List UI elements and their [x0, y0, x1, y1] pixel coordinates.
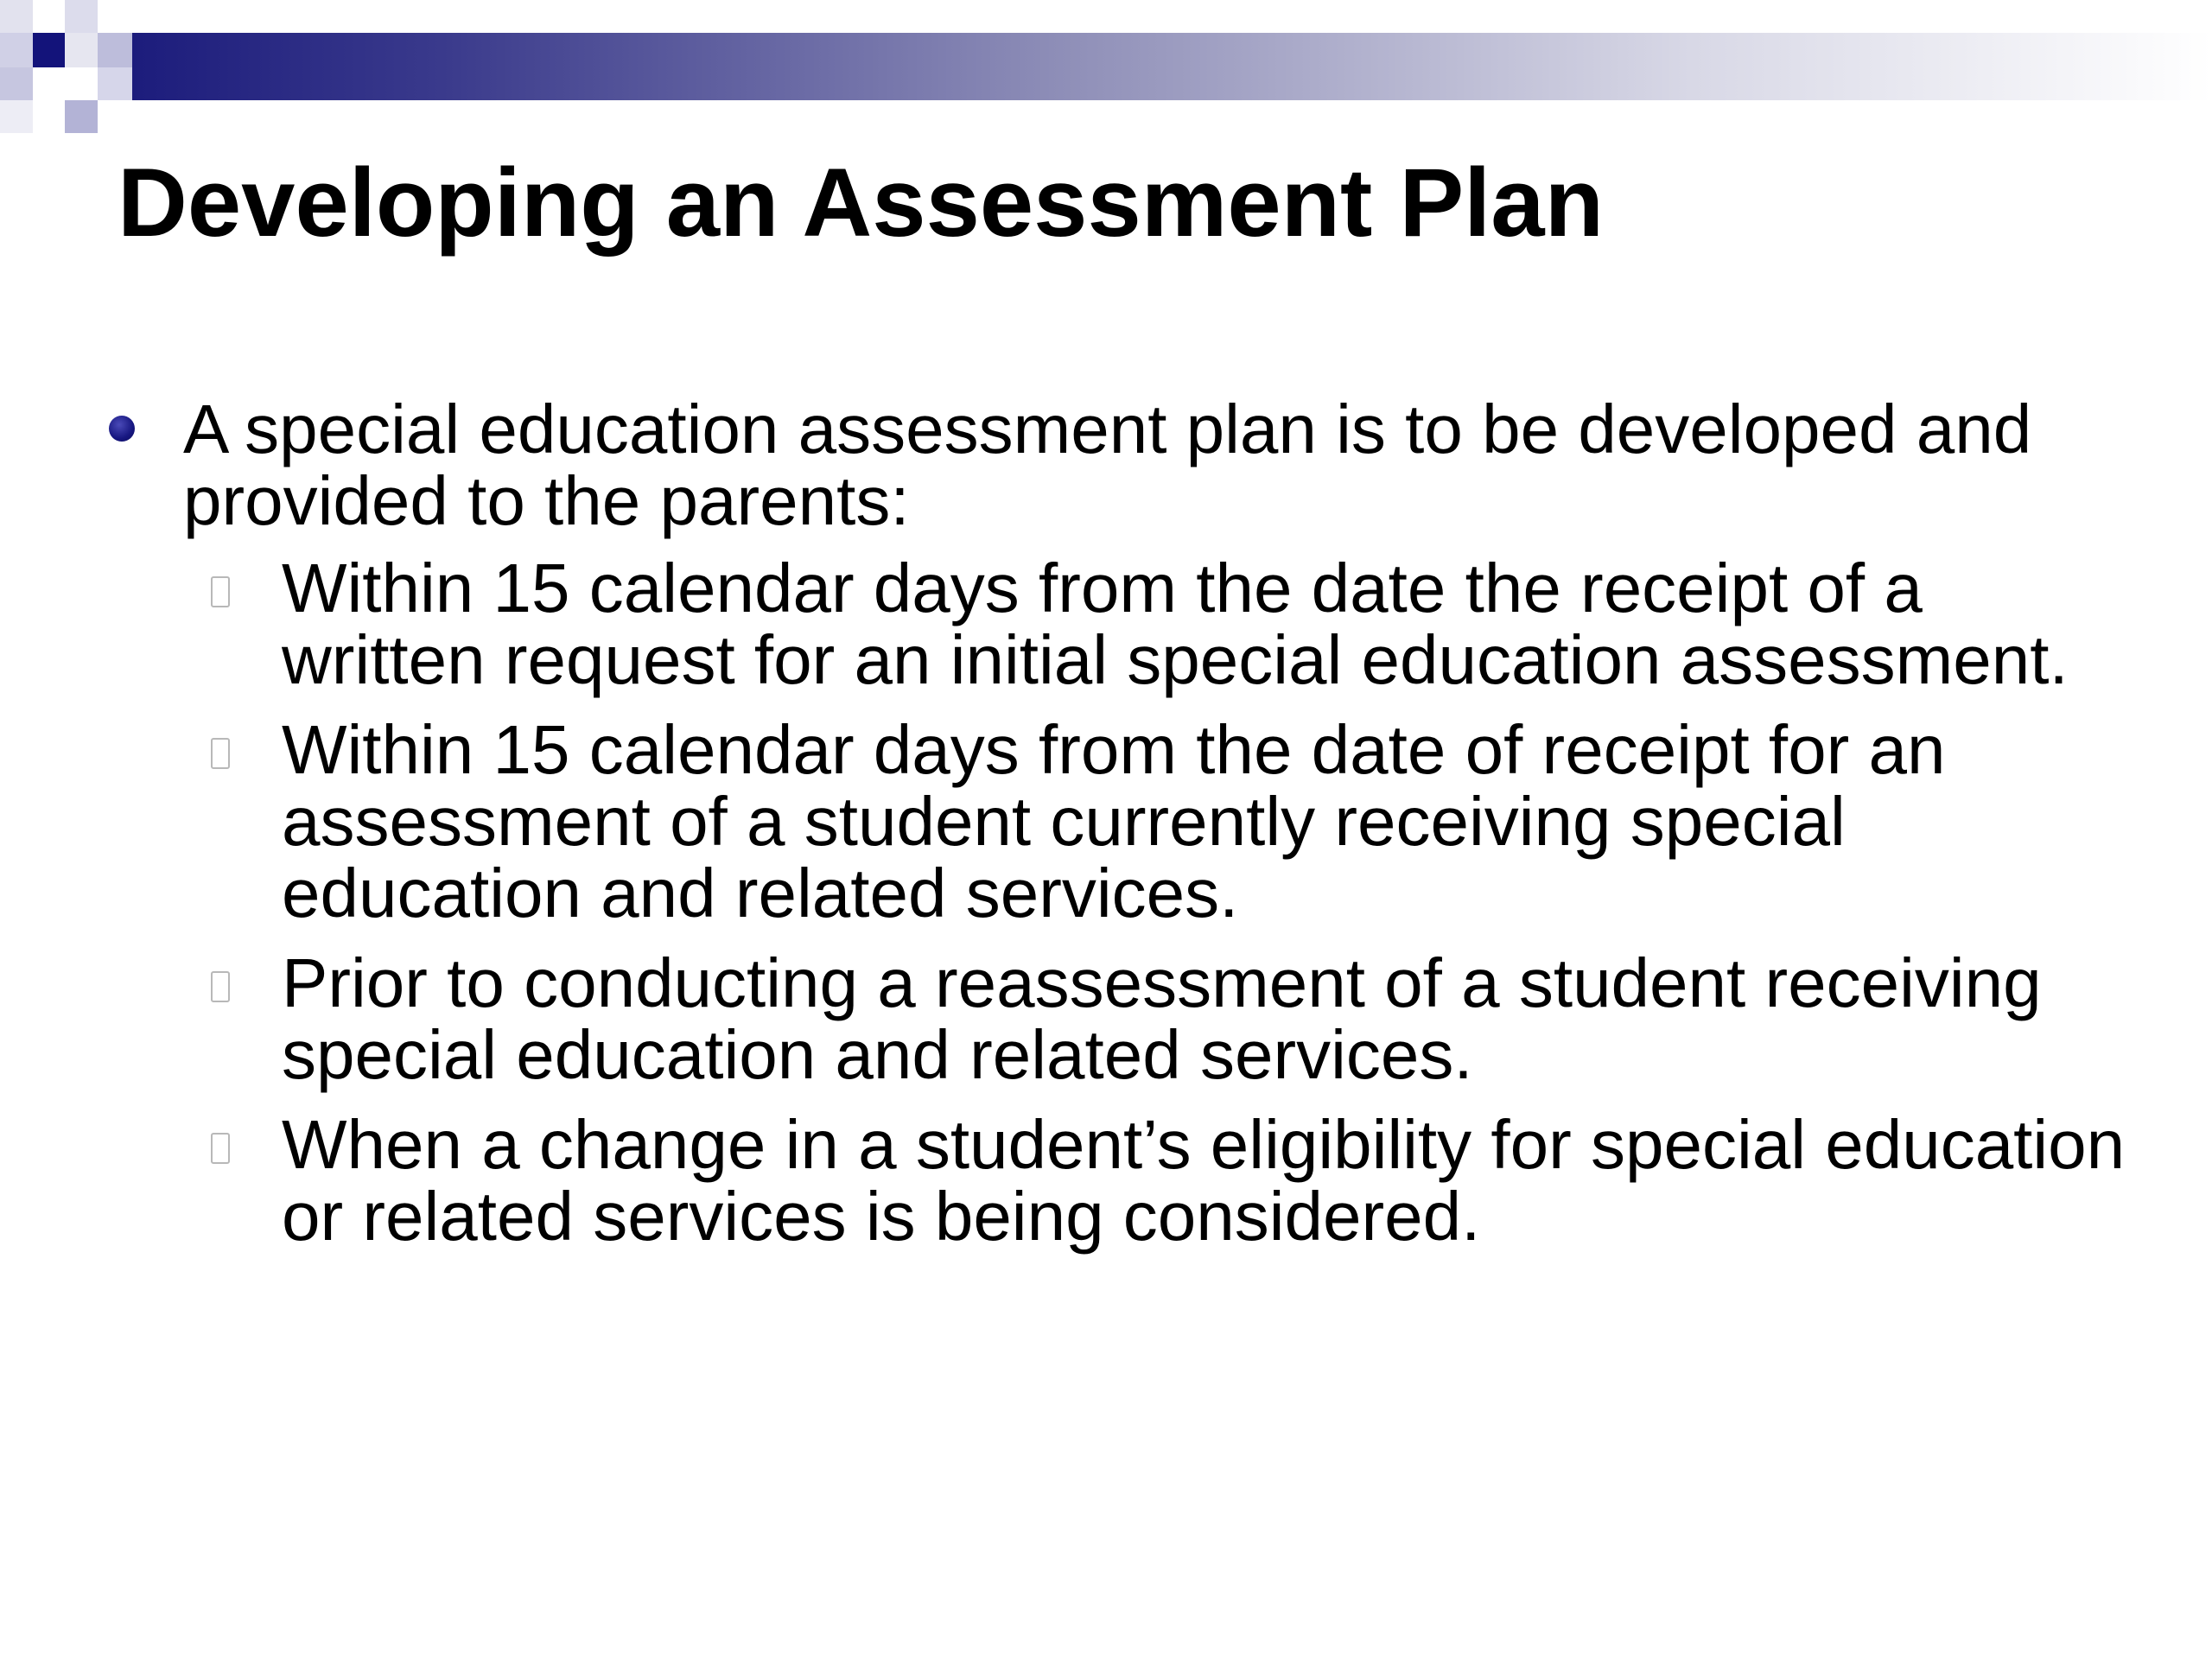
decor-square — [33, 67, 65, 100]
sub-bullet — [104, 1106, 2126, 1255]
decor-square — [33, 0, 65, 33]
decor-square — [98, 33, 132, 67]
main-bullet — [104, 393, 2126, 537]
hollow-square-bullet-icon — [211, 738, 230, 769]
decor-square — [0, 33, 33, 67]
decor-square — [0, 100, 33, 133]
decor-square — [0, 67, 33, 100]
hollow-square-bullet-icon — [211, 576, 230, 607]
sub-bullet — [104, 552, 2126, 696]
decor-square — [98, 0, 167, 33]
filled-circle-bullet-icon — [109, 416, 135, 442]
header-gradient-bar — [130, 33, 2212, 100]
sub-bullet — [104, 711, 2126, 931]
sub-bullet — [104, 944, 2126, 1093]
sub-bullet-text: When a change in a student’s eligibility for special education or related services is being considered. — [282, 1106, 2126, 1255]
hollow-square-bullet-icon — [211, 1133, 230, 1164]
sub-bullet-text: Within 15 calendar days from the date of receipt for an assessment of a student currently receiving special education and related services. — [282, 711, 1946, 931]
decor-square — [0, 0, 33, 33]
hollow-square-bullet-icon — [211, 971, 230, 1002]
slide-body — [104, 393, 2126, 1270]
slide-title: Developing an Assessment Plan — [118, 149, 1604, 257]
main-bullet-text: A special education assessment plan is to be developed and provided to the parents: — [183, 391, 2032, 539]
decor-square — [65, 33, 98, 67]
sub-bullet-list — [104, 550, 2126, 1255]
decor-square — [33, 33, 65, 67]
decor-square — [65, 100, 98, 133]
decor-square — [98, 67, 132, 100]
sub-bullet-text: Within 15 calendar days from the date the receipt of a written request for an initial special education assessment. — [282, 550, 2069, 698]
sub-bullet-text: Prior to conducting a reassessment of a student receiving special education and related services. — [282, 944, 2042, 1093]
decor-square — [65, 0, 98, 33]
